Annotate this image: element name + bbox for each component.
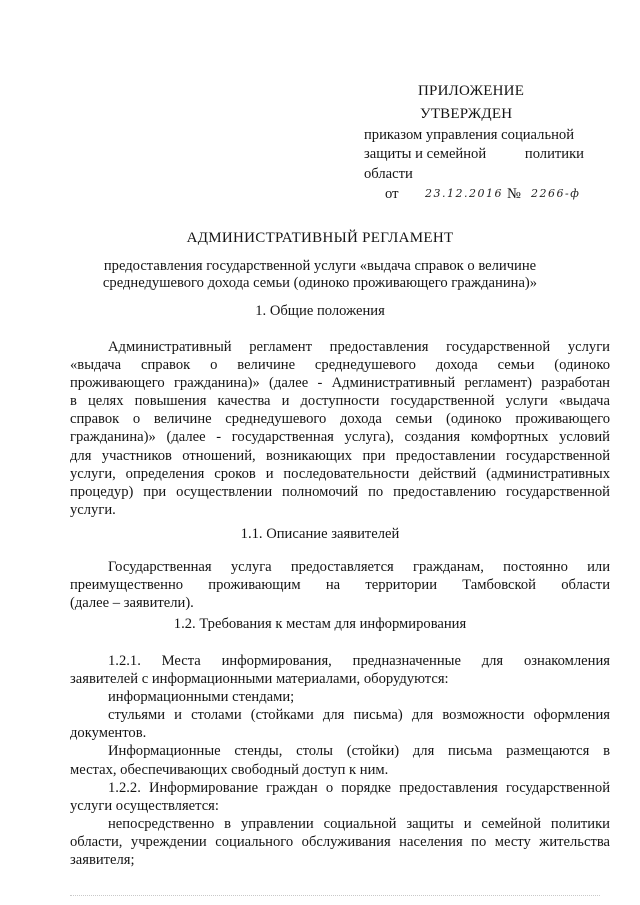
approval-department-part-b: политики [524, 146, 584, 162]
approved-heading: УТВЕРЖДЕН [420, 106, 513, 122]
approval-department-line [364, 145, 584, 163]
text-line: гражданина)» (далее - государственная услуга), создания комфортных условий [70, 429, 610, 446]
approval-department-part-a: защиты и семейной [364, 146, 487, 162]
section-1-heading: 1. Общие положения [255, 303, 385, 319]
text-line: услуги, определения сроков и последовательности действий (административных [70, 465, 610, 482]
text-line: процедур) при осуществлении полномочий по предоставлению государственной [70, 483, 610, 500]
text-line: услуги. [70, 501, 116, 518]
approval-date-prefix: от [385, 186, 399, 202]
text-line: проживающего гражданина)» (далее - Административный регламент) разработан [70, 375, 610, 392]
text-line: преимущественно проживающим на территории Тамбовской области [70, 577, 610, 594]
text-line: 1.2.1. Места информирования, предназначенные для ознакомления [108, 653, 610, 669]
paragraph-applicants [70, 558, 610, 612]
list-item-chairs: стульями и столами (стойками для письма) для возможности оформления [108, 707, 610, 724]
text-line: услуги осуществляется: [70, 797, 219, 814]
document-title: АДМИНИСТРАТИВНЫЙ РЕГЛАМЕНТ [186, 230, 454, 246]
list-item-stands: информационными стендами; [108, 689, 295, 706]
approval-region-line: области [364, 166, 413, 182]
text-line: справок о величине среднедушевого дохода семьи (одиноко проживающего [70, 411, 610, 428]
text-line: Информационные стенды, столы (стойки) для письма размещаются в [108, 743, 610, 760]
section-1-2-heading: 1.2. Требования к местам для информирования [173, 616, 467, 632]
subtitle-line: среднедушевого дохода семьи (одиноко проживающего гражданина)» [102, 274, 538, 291]
section-1-1-heading: 1.1. Описание заявителей [240, 526, 400, 542]
text-line: местах, обеспечивающих свободный доступ к ним. [70, 761, 389, 778]
paragraph-1-2-1 [70, 652, 610, 869]
subtitle-line: предоставления государственной услуги «выдача справок о величине [103, 258, 537, 274]
text-line: для участников отношений, возникающих при предоставлении государственной [70, 447, 610, 464]
document-subtitle [60, 258, 580, 292]
text-line: в целях повышения качества и доступности государственной услуги «выдача [70, 393, 610, 410]
text-line: «выдача справок о величине среднедушевого дохода семьи (одиноко [70, 357, 610, 374]
number-sign: № [507, 186, 521, 202]
handwritten-order-number: 2266-ф [531, 187, 581, 200]
handwritten-date: 23.12.2016 [425, 187, 503, 200]
text-line: Государственная услуга предоставляется гражданам, постоянно или [108, 559, 610, 575]
approval-block [0, 0, 640, 210]
text-line: документов. [70, 725, 147, 742]
text-line: области, учреждении социального обслуживания населения по месту жительства [70, 833, 610, 850]
approval-order-line: приказом управления социальной [364, 127, 575, 143]
text-line: 1.2.2. Информирование граждан о порядке предоставления государственной [108, 779, 610, 796]
scan-artifact-divider [70, 895, 600, 897]
paragraph-general [70, 338, 610, 519]
text-line: заявителя; [70, 852, 135, 869]
text-line: заявителей с информационными материалами, оборудуются: [70, 671, 449, 688]
appendix-heading: ПРИЛОЖЕНИЕ [418, 83, 525, 99]
text-line: (далее – заявители). [70, 595, 194, 612]
text-line: Административный регламент предоставления государственной услуги [108, 339, 610, 355]
list-item-direct: непосредственно в управлении социальной защиты и семейной политики [108, 815, 610, 832]
